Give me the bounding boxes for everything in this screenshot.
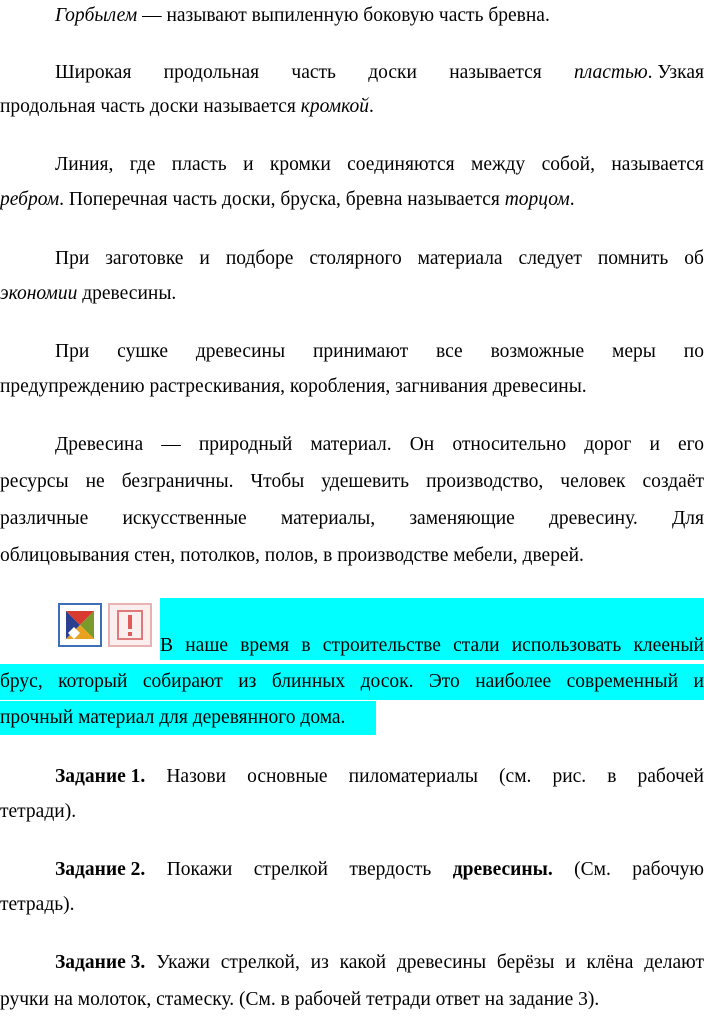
paragraph-6-line-4 <box>0 539 704 573</box>
word: В <box>160 635 174 656</box>
word: пиломатериалы <box>348 766 478 787</box>
word: современный <box>566 671 679 692</box>
word: основные <box>247 766 328 787</box>
word: который <box>58 671 128 692</box>
word: из <box>310 952 329 973</box>
word: об <box>684 248 704 269</box>
word: досок. <box>360 671 414 692</box>
term-rebro: ребром <box>0 189 60 210</box>
word: по <box>683 341 704 362</box>
word: делают <box>644 952 704 973</box>
word: принимают <box>312 341 409 362</box>
word: человек <box>560 471 626 492</box>
word: различные <box>0 508 89 529</box>
word: и <box>693 671 704 692</box>
paragraph-6-line-1 <box>0 428 704 462</box>
paragraph-1 <box>0 0 704 33</box>
word: какой <box>339 952 387 973</box>
word: искусственные <box>122 508 247 529</box>
term-torets: торцом <box>504 189 570 210</box>
icon-group <box>58 603 154 647</box>
word <box>574 56 704 90</box>
word: столярного <box>309 248 402 269</box>
word: древесины <box>396 952 487 973</box>
task-1-label: Задание 1. <box>55 766 146 787</box>
word: следует <box>518 248 582 269</box>
word: Чтобы <box>250 471 305 492</box>
word: создаёт <box>642 471 704 492</box>
word: Назови <box>166 766 227 787</box>
word: возможные <box>490 341 585 362</box>
word: древесины. <box>452 859 553 880</box>
word: рис. <box>552 766 587 787</box>
word: безграничны. <box>121 471 234 492</box>
paragraph-3-line-2 <box>0 183 704 217</box>
line-text: продольная часть доски называется <box>0 96 301 117</box>
word: и <box>565 952 576 973</box>
word: заготовке <box>105 248 184 269</box>
word: клееный <box>633 635 704 656</box>
line-text: древесины. <box>77 283 177 304</box>
line-text: прочный материал для деревянного дома. <box>0 707 346 728</box>
word: материала <box>417 248 503 269</box>
paragraph-2-line-2 <box>0 90 704 124</box>
task-2-label: Задание 2. <box>55 859 146 880</box>
word: соединяются <box>347 154 455 175</box>
word: твердость <box>349 859 432 880</box>
word: подборе <box>225 248 294 269</box>
word: в <box>301 635 311 656</box>
word: При <box>55 341 90 362</box>
word: стали <box>453 635 500 656</box>
word: (См. <box>574 859 611 880</box>
word: Покажи <box>166 859 233 880</box>
paragraph-5-line-1 <box>0 335 704 369</box>
word: меры <box>612 341 656 362</box>
line-text: . Поперечная часть доски, бруска, бревна называется <box>59 189 505 210</box>
line-text: облицовывания стен, потолков, полов, в производстве мебели, дверей. <box>0 545 584 566</box>
word: Для <box>671 508 704 529</box>
word: продольная <box>163 62 260 83</box>
word: (см. <box>499 766 532 787</box>
paragraph-6-line-2 <box>0 465 704 499</box>
task-2-line-2 <box>0 888 704 922</box>
word: дорог <box>584 434 632 455</box>
word: помнить <box>597 248 669 269</box>
word: ресурсы <box>0 471 69 492</box>
word: где <box>129 154 156 175</box>
paragraph-7-line-1 <box>160 629 704 663</box>
word: строительстве <box>322 635 441 656</box>
paragraph-2-line-1 <box>0 56 704 90</box>
paragraph-4-line-1 <box>0 242 704 276</box>
line-text: тетради). <box>0 801 77 822</box>
word: из <box>238 671 257 692</box>
word: берёзы <box>496 952 555 973</box>
paragraph-7-line-2 <box>0 665 704 699</box>
word: — <box>161 434 181 455</box>
line-text: ручки на молоток, стамеску. (См. в рабочей тетради ответ на задание 3). <box>0 989 600 1010</box>
task-1-line-1 <box>0 760 704 794</box>
word: наиболее <box>475 671 552 692</box>
task-2-line-1 <box>0 853 704 887</box>
picture-icon <box>58 603 102 647</box>
word: удешевить <box>321 471 410 492</box>
word: Широкая <box>55 62 132 83</box>
word: и <box>649 434 660 455</box>
word: материал. <box>310 434 392 455</box>
paragraph-3-line-1 <box>0 148 704 182</box>
word: Укажи <box>156 952 210 973</box>
word: и <box>199 248 210 269</box>
word: Он <box>409 434 435 455</box>
word: природный <box>198 434 293 455</box>
word: между <box>471 154 526 175</box>
exclamation-icon <box>108 603 152 647</box>
word: заменяющие <box>409 508 515 529</box>
word: наше <box>185 635 228 656</box>
term-plast: пластью <box>573 62 648 83</box>
picture-icon-graphic <box>60 605 100 645</box>
word: собой, <box>541 154 595 175</box>
task-1-line-2 <box>0 795 704 829</box>
word: Это <box>428 671 460 692</box>
exclamation-icon-graphic <box>110 605 150 645</box>
task-3-label: Задание 3. <box>55 952 146 973</box>
paragraph-4-line-2 <box>0 277 704 311</box>
word: материалы, <box>280 508 376 529</box>
word: брус, <box>0 671 43 692</box>
word: в <box>607 766 617 787</box>
word: не <box>85 471 105 492</box>
word: относительно <box>452 434 567 455</box>
word: Древесина <box>55 434 144 455</box>
word: древесины <box>195 341 286 362</box>
paragraph-6-line-3 <box>0 502 704 536</box>
word: доски <box>368 62 417 83</box>
line-end: . <box>368 96 374 117</box>
word: блинных <box>271 671 346 692</box>
word: древесину. <box>548 508 638 529</box>
word: производство, <box>426 471 544 492</box>
word: называется <box>449 62 542 83</box>
paragraph-5-line-2 <box>0 370 704 404</box>
line-text: тетрадь). <box>0 894 75 915</box>
word: называется <box>611 154 704 175</box>
term-gorbyl: Горбылем <box>55 5 138 26</box>
word: его <box>678 434 704 455</box>
word: рабочую <box>632 859 704 880</box>
word: стрелкой, <box>220 952 300 973</box>
word: сушке <box>117 341 168 362</box>
word: стрелкой <box>253 859 328 880</box>
word: пласть <box>171 154 227 175</box>
word: клёна <box>586 952 634 973</box>
word: использовать <box>511 635 622 656</box>
word: При <box>55 248 90 269</box>
task-3-line-2 <box>0 983 704 1017</box>
word: Линия, <box>55 154 114 175</box>
word: все <box>436 341 463 362</box>
word: время <box>240 635 290 656</box>
paragraph-1-text: — называют выпиленную боковую часть бревна. <box>137 5 550 26</box>
line-end: . <box>569 189 575 210</box>
word: кромки <box>269 154 331 175</box>
word: и <box>243 154 254 175</box>
word-tail: . Узкая <box>647 62 704 83</box>
paragraph-7-line-3 <box>0 701 704 735</box>
word: часть <box>291 62 336 83</box>
term-ekonomiya: экономии <box>0 283 78 304</box>
task-3-line-1 <box>0 946 704 980</box>
term-kromka: кромкой <box>300 96 369 117</box>
word: рабочей <box>637 766 704 787</box>
line-text: предупреждению растрескивания, коробления, загнивания древесины. <box>0 376 587 397</box>
word: собирают <box>142 671 223 692</box>
